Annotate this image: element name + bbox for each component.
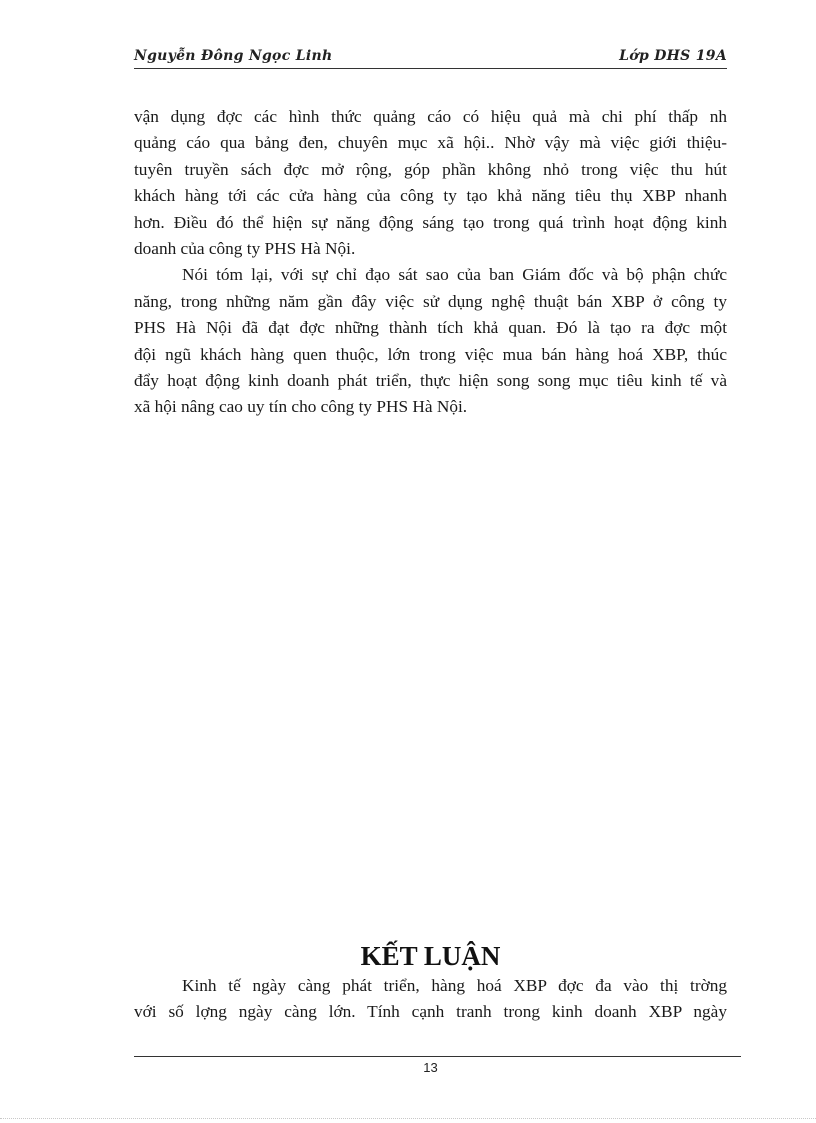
body-line: hơn. Điều đó thể hiện sự năng động sáng tạo trong quá trình hoạt động kinh	[134, 212, 727, 232]
body-line: xã hội nâng cao uy tín cho công ty PHS Hà Nội.	[134, 397, 468, 417]
body-line: quảng cáo qua bảng đen, chuyên mục xã hội.. Nhờ vậy mà việc giới thiệu-	[134, 133, 727, 153]
page-header	[134, 46, 727, 70]
body-line: khách hàng tới các cửa hàng của công ty tạo khả năng tiêu thụ XBP nhanh	[134, 186, 727, 206]
conclusion-line: Kinh tế ngày càng phát triển, hàng hoá XBP đợc đa vào thị trờng	[182, 976, 727, 995]
body-line: doanh của công ty PHS Hà Nội.	[134, 238, 356, 258]
body-line: năng, trong những năm gần đây việc sử dụng nghệ thuật bán XBP ở công ty	[134, 291, 727, 311]
page-edge-dotted-line	[0, 1118, 816, 1119]
body-line: đẩy hoạt động kinh doanh phát triển, thực hiện song song mục tiêu kinh tế và	[134, 370, 727, 390]
footer-divider	[134, 1056, 741, 1057]
body-line: tuyên truyền sách đợc mở rộng, góp phần không nhỏ trong việc thu hút	[134, 159, 727, 179]
body-line: vận dụng đợc các hình thức quảng cáo có hiệu quả mà chi phí thấp nh	[134, 107, 727, 126]
header-divider	[134, 68, 727, 69]
conclusion-paragraph	[134, 973, 727, 1026]
conclusion-heading: KẾT LUẬN	[360, 941, 501, 971]
body-paragraphs	[134, 104, 727, 421]
body-line: đội ngũ khách hàng quen thuộc, lớn trong việc mua bán hàng hoá XBP, thúc	[134, 344, 727, 364]
page-number: 13	[423, 1060, 438, 1075]
body-line: PHS Hà Nội đã đạt đợc những thành tích khả quan. Đó là tạo ra đợc một	[134, 318, 727, 338]
conclusion-line: với số lợng ngày càng lớn. Tính cạnh tranh trong kinh doanh XBP ngày	[134, 1002, 727, 1022]
body-line: Nói tóm lại, với sự chỉ đạo sát sao của ban Giám đốc và bộ phận chức	[182, 265, 727, 285]
header-author: Nguyễn Đông Ngọc Linh	[134, 48, 333, 64]
header-class: Lớp DHS 19A	[619, 48, 727, 64]
